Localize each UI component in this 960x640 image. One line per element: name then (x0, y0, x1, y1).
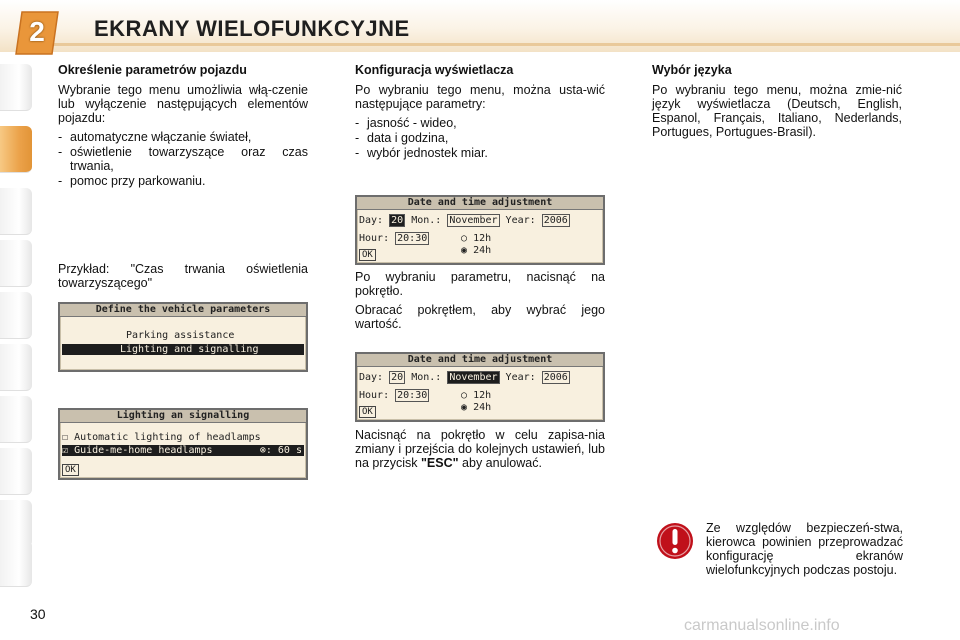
section-intro: Wybranie tego menu umożliwia włą-czenie lub wyłączenie następujących elementów pojazdu: (58, 83, 308, 125)
option-label: 12h (473, 233, 492, 244)
month-label: Mon.: (411, 372, 442, 383)
chapter-tab-1[interactable] (0, 64, 32, 111)
option-12h (461, 233, 491, 244)
list-item: - oświetlenie towarzyszące oraz czas trwania, (58, 145, 308, 173)
screen-checkbox-row-selected (62, 445, 304, 456)
option-24h (461, 245, 491, 256)
chapter-tab-7[interactable] (0, 396, 32, 443)
save-instruction-text-end: aby anulować. (458, 456, 542, 470)
hour-label: Hour: (359, 390, 390, 401)
screen-hour-row (359, 233, 429, 244)
exclamation-icon (656, 522, 694, 560)
chapter-tab-3[interactable] (0, 188, 32, 235)
chapter-tab-4[interactable] (0, 240, 32, 287)
chapter-tab-8[interactable] (0, 448, 32, 495)
list-item: - jasność - wideo, (355, 116, 605, 130)
screen-title: Date and time adjustment (357, 354, 603, 367)
radio-empty-icon: ○ (461, 390, 468, 401)
hour-label: Hour: (359, 233, 390, 244)
list-item: - wybór jednostek miar. (355, 146, 605, 160)
page-number: 30 (30, 606, 46, 622)
watermark: carmanualsonline.info (684, 617, 840, 634)
example-caption-block (58, 262, 308, 295)
checkbox-icon: ☐ (62, 432, 69, 443)
date-time-screen-1 (355, 195, 605, 265)
list-item: - data i godzina, (355, 131, 605, 145)
year-value: 2006 (543, 215, 568, 226)
option-label: 12h (473, 390, 492, 401)
screen-title: Define the vehicle parameters (60, 304, 306, 317)
screen-option: Automatic lighting of headlamps (74, 432, 261, 443)
screen-date-row (359, 215, 570, 226)
list-item: - automatyczne włączanie świateł, (58, 130, 308, 144)
screen-title: Lighting an signalling (60, 410, 306, 423)
save-instruction-text: Nacisnąć na pokrętło w celu zapisa-nia zmiany i przejścia do kolejnych ustawień, lub na przycisk (355, 428, 605, 470)
save-instruction-block (355, 428, 605, 475)
section-heading: Określenie parametrów pojazdu (58, 63, 247, 77)
esc-key-label: "ESC" (421, 456, 459, 470)
chapter-number: 2 (29, 16, 45, 47)
screen-ok: OK (359, 249, 376, 261)
option-24h (461, 402, 491, 413)
screen-option-selected: Lighting and signalling (62, 344, 304, 355)
screen-hour-row (359, 390, 429, 401)
safety-warning (706, 521, 903, 582)
radio-selected-icon: ◉ (461, 245, 468, 256)
instructions-block (355, 270, 605, 336)
instruction-1: Po wybraniu parametru, nacisnąć na pokrętło. (355, 270, 605, 298)
section-heading: Konfiguracja wyświetlacza (355, 63, 514, 77)
display-config-section (355, 63, 605, 161)
screen-ok: OK (62, 464, 79, 476)
example-caption: Przykład: "Czas trwania oświetlenia towarzyszącego" (58, 262, 308, 290)
screen-ok: OK (359, 406, 376, 418)
option-12h (461, 390, 491, 401)
chapter-tab-6[interactable] (0, 344, 32, 391)
page-title: EKRANY WIELOFUNKCYJNE (94, 16, 410, 41)
list-item: - pomoc przy parkowaniu. (58, 174, 308, 188)
screen-value: ⊗: 60 s (259, 445, 302, 456)
screen-checkbox-row (62, 432, 261, 443)
radio-selected-icon: ◉ (461, 402, 468, 413)
day-label: Day: (359, 372, 384, 383)
vehicle-parameters-screen (58, 302, 308, 372)
option-label: 24h (473, 245, 492, 256)
screen-date-row (359, 372, 570, 383)
screen-option: Guide-me-home headlamps (74, 445, 213, 456)
month-value: November (449, 215, 498, 226)
instruction-2: Obracać pokrętłem, aby wybrać jego wartość. (355, 303, 605, 331)
parameter-list (58, 130, 308, 188)
day-value: 20 (391, 215, 404, 226)
header-rule (40, 43, 960, 46)
warning-text: Ze względów bezpieczeń-stwa, kierowca powinien przeprowadzać konfigurację ekranów wielofunkcyjnych podczas postoju. (706, 521, 903, 577)
screen-option: Parking assistance (126, 330, 235, 341)
year-value: 2006 (543, 372, 568, 383)
vehicle-parameters-section (58, 63, 308, 189)
chapter-tabs (0, 64, 32, 574)
option-label: 24h (473, 402, 492, 413)
save-instruction (355, 428, 605, 470)
day-label: Day: (359, 215, 384, 226)
section-intro: Po wybraniu tego menu, można usta-wić następujące parametry: (355, 83, 605, 111)
year-label: Year: (505, 215, 536, 226)
lighting-screen (58, 408, 308, 480)
checkbox-checked-icon: ☑ (62, 445, 69, 456)
chapter-tab-10[interactable] (0, 540, 32, 587)
month-label: Mon.: (411, 215, 442, 226)
day-value: 20 (391, 372, 404, 383)
language-text: Po wybraniu tego menu, można zmie-nić język wyświetlacza (Deutsch, English, Espanol, Français, Italiano, Nederlands, Portugues, Portugues-Brasil). (652, 83, 902, 139)
hour-value: 20:30 (397, 390, 428, 401)
chapter-tab-2-active[interactable] (0, 126, 32, 173)
hour-value: 20:30 (397, 233, 428, 244)
screen-title: Date and time adjustment (357, 197, 603, 210)
date-time-screen-2 (355, 352, 605, 422)
parameter-list (355, 116, 605, 160)
month-value-selected: November (449, 372, 498, 383)
chapter-tab-5[interactable] (0, 292, 32, 339)
year-label: Year: (505, 372, 536, 383)
radio-empty-icon: ○ (461, 233, 468, 244)
language-section (652, 63, 902, 144)
section-heading: Wybór języka (652, 63, 732, 77)
